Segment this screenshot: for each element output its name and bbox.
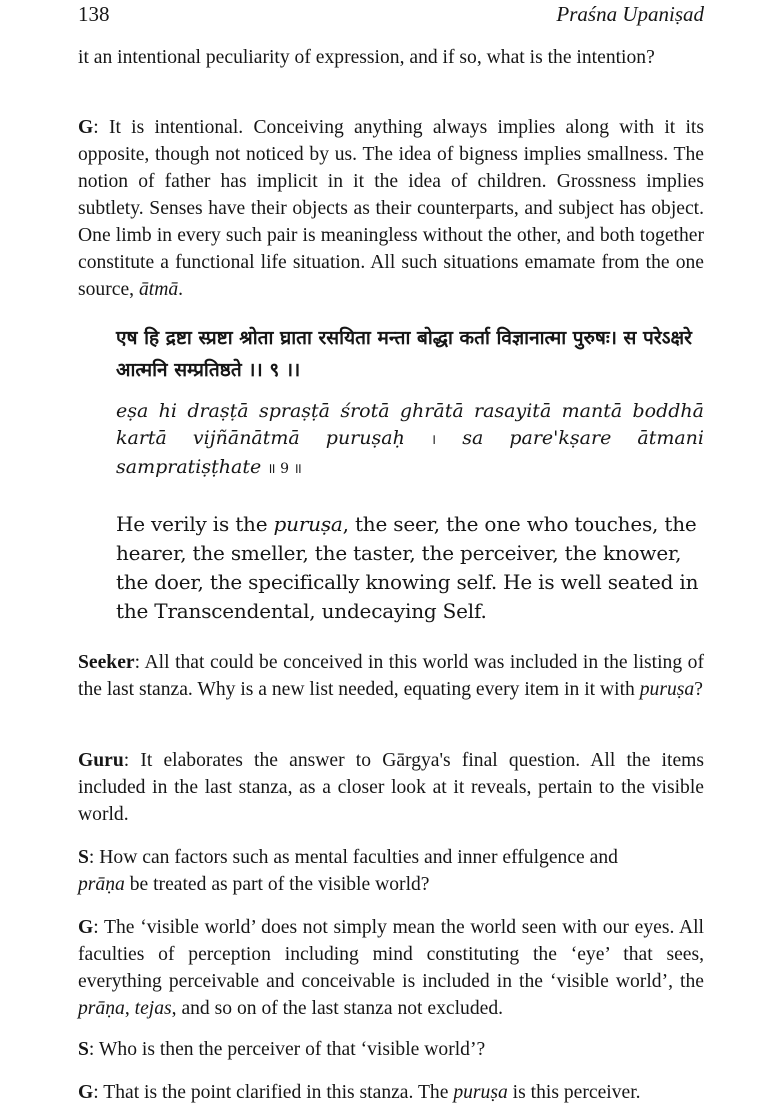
italic-term: prāṇa [78,874,125,895]
dialogue-seeker-1 [78,649,704,703]
punctuation: , [124,998,135,1019]
speaker-separator: : [134,652,145,673]
speaker-label: Seeker [78,652,135,673]
speaker-separator: : [93,1082,104,1103]
italic-term: puruṣa [273,512,343,536]
paragraph-text: Who is then the perceiver of that ‘visible world’? [98,1039,486,1060]
dialogue-seeker-2 [78,844,704,898]
transliteration-line-1: eṣa hi draṣṭā spraṣṭā śrotā ghrātā rasayitā mantā boddhā kartā vijñānātmā puruṣaḥ [116,400,704,449]
speaker-separator: : [93,117,109,138]
dialogue-guru-2 [78,914,704,1022]
speaker-label: G [78,917,94,938]
dialogue-guru-1 [78,747,704,828]
italic-term: ātmā [138,279,179,300]
speaker-separator: : [93,917,105,938]
paragraph-text: be treated as part of the visible world? [124,874,430,895]
paragraph-text: The ‘visible world’ does not simply mean the world seen with our eyes. All faculties of perception including mind constituting the ‘eye’ that sees, everything perceivable and conceivable is included in the ‘visible world’, the [78,917,704,992]
punctuation: . [178,279,184,300]
paragraph-text: , and so on of the last stanza not excluded. [171,998,504,1019]
speaker-label: G [78,117,94,138]
speaker-separator: : [123,750,141,771]
punctuation: ? [694,679,703,700]
verse-transliteration [116,398,704,483]
speaker-label: S [78,1039,89,1060]
page-header [78,0,704,30]
danda: । [430,432,437,448]
paragraph-text: All that could be conceived in this world was included in the listing of the last stanza. Why is a new list needed, equating every item in it with [78,652,704,700]
translation-text: , the seer, the one who touches, the hearer, the smeller, the taster, the perceiver, the knower, the doer, the specifically knowing self. He is well seated in the Transcendental, undecaying Self. [116,512,699,623]
paragraph-text: it an intentional peculiarity of expression, and if so, what is the intention? [78,47,655,68]
speaker-label: G [78,1082,94,1103]
verse-number: ॥ 9 ॥ [267,461,302,477]
paragraph-continuation [78,44,704,71]
dialogue-seeker-3 [78,1036,704,1063]
italic-term: puruṣa [639,679,695,700]
italic-term: tejas [134,998,172,1019]
translation-text: He verily is the [116,512,268,536]
paragraph-text: How can factors such as mental faculties and inner effulgence and [99,847,618,868]
paragraph-text: It elaborates the answer to Gārgya's final question. All the items included in the last stanza, as a closer look at it reveals, pertain to the visible world. [78,750,705,825]
page-number: 138 [78,2,110,26]
running-title: Praśna Upaniṣad [556,2,704,26]
verse-translation [116,510,706,626]
speaker-label: Guru [78,750,124,771]
italic-term: prāṇa [78,998,125,1019]
paragraph-text: It is intentional. Conceiving anything always implies along with it its opposite, though not noticed by us. The idea of bigness implies smallness. The notion of father has implicit in it the idea of children. Grossness implies subtlety. Senses have their objects as their counterparts, and subject has object. One limb in every such pair is meaningless without the other, and both together constitute a functional life situation. All such situations emamate from the one source, [78,117,704,300]
paragraph-text: That is the point clarified in this stanza. The [103,1082,449,1103]
paragraph-guru-answer [78,114,704,303]
speaker-label: S [78,847,89,868]
transliteration-line-2: sa pare'kṣare ātmani sampratiṣṭhate [116,427,704,478]
dialogue-guru-3 [78,1079,704,1106]
speaker-separator: : [88,1039,99,1060]
italic-term: puruṣa [453,1082,508,1103]
paragraph-text: is this perceiver. [507,1082,641,1103]
verse-devanagari: एष हि द्रष्टा स्प्रष्टा श्रोता घ्राता रसयिता मन्ता बोद्धा कर्ता विज्ञानात्मा पुरुषः। स परेऽक्षरे आत्मनि सम्प्रतिष्ठते ।। ९ ।। [116,327,692,381]
speaker-separator: : [88,847,100,868]
